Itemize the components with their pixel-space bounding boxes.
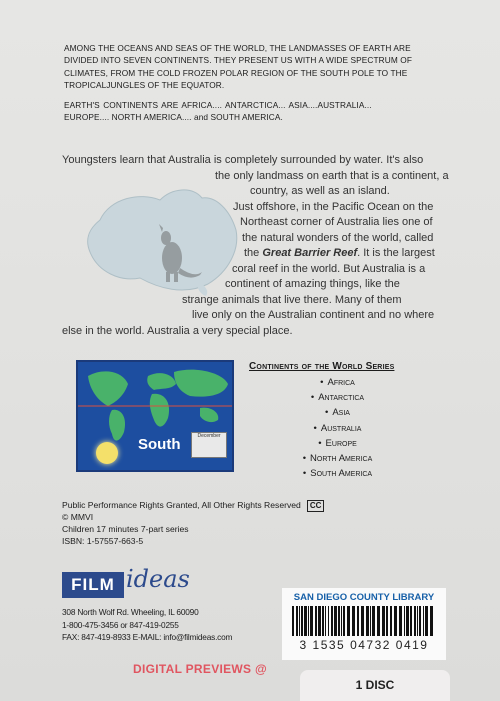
- barcode-number: 3 1535 04732 0419: [299, 638, 429, 652]
- library-name: SAN DIEGO COUNTY LIBRARY: [293, 592, 435, 603]
- series-item: • Antarctica: [310, 392, 365, 404]
- series-item: • Australia: [313, 422, 362, 434]
- australia-story: Youngsters learn that Australia is completely surrounded by water. It's also the only landmass on earth that is a continent, a country, as well as an island. Just offshore, in the Pacific Ocean on the Northeast corner of Australia lies one of the natural wonders of the world, called the Great Barrier Reef. It is the largest coral reef in the world. But Australia is a continent of amazing things, like the strange animals that live there. Many of them live only on the Australian continent and no where else in the world. Australia a very special place.: [62, 154, 449, 337]
- intro-text: [64, 42, 444, 130]
- isbn: ISBN: 1-57557-663-5: [62, 535, 144, 546]
- world-map-thumbnail: [76, 360, 234, 472]
- continents-list-text: EARTH'S CONTINENTS ARE AFRICA.... ANTARCTICA... ASIA....AUSTRALIA... EUROPE.... NORTH AMERICA.... and SOUTH AMERICA.: [64, 99, 372, 123]
- series-list: [250, 375, 425, 481]
- publisher-contact: [62, 606, 232, 644]
- sun-icon: [96, 442, 118, 464]
- phone: 1-800-475-3456 or 847-419-0255: [62, 619, 179, 630]
- barcode-icon: [292, 606, 436, 636]
- series-item: • Asia: [325, 407, 350, 419]
- address: 308 North Wolf Rd. Wheeling, IL 60090: [62, 607, 199, 617]
- disc-count: 1 DISC: [355, 678, 395, 692]
- copyright: © MMVI: [62, 512, 94, 522]
- series-title: Continents of the World Series: [249, 361, 395, 372]
- series-item: • South America: [302, 468, 373, 480]
- reef-line: the Great Barrier Reef. It is the largest: [244, 247, 435, 259]
- library-barcode-label: [282, 588, 446, 660]
- calendar-icon: December: [191, 432, 227, 458]
- disc-count-label: [300, 670, 450, 701]
- series-item: • North America: [302, 453, 373, 465]
- rights-text: Public Performance Rights Granted, All Other Rights Reserved: [62, 500, 301, 510]
- south-label: South: [138, 436, 181, 453]
- intro-paragraph: AMONG THE OCEANS AND SEAS OF THE WORLD, THE LANDMASSES OF EARTH ARE DIVIDED INTO SEVEN CONTINENTS. THEY PRESENT US WITH A WIDE SPECTRUM OF CLIMATES, FROM THE COLD FROZEN POLAR REGION OF THE SOUTH POLE TO THE TROPICALJUNGLES OF THE EQUATOR.: [64, 43, 412, 91]
- rights-block: [62, 500, 324, 547]
- closed-caption-icon: CC: [307, 500, 325, 512]
- film-ideas-logo: FILM ideas: [62, 565, 222, 601]
- series-item: • Africa: [320, 377, 355, 388]
- series-item: • Europe: [318, 437, 357, 449]
- audience-runtime: Children 17 minutes 7-part series: [62, 523, 189, 534]
- digital-previews-text: DIGITAL PREVIEWS @: [133, 662, 268, 676]
- fax-email: FAX: 847-419-8933 E-MAIL: info@filmideas.com: [62, 632, 233, 643]
